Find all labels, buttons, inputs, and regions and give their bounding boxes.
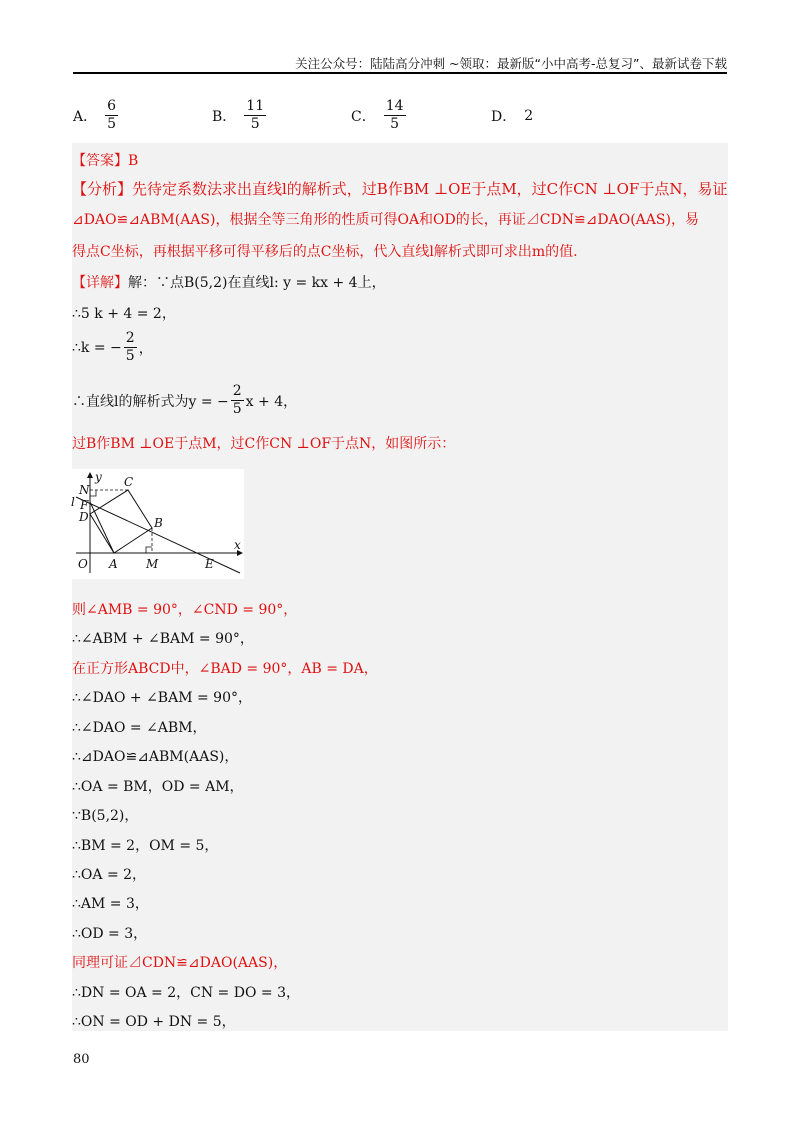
- right-angle-m: [146, 547, 152, 553]
- denominator: 5: [390, 116, 400, 132]
- step-line: ∴∠DAO = ∠ABM，: [72, 720, 207, 736]
- geometry-figure: [72, 469, 244, 579]
- right-angle-n: [90, 490, 96, 496]
- option-c: [351, 98, 406, 133]
- page-number: 80: [73, 1052, 90, 1067]
- numerator: 6: [107, 98, 117, 114]
- fraction: [244, 98, 266, 133]
- step-line: ∴DN = OA = 2，CN = DO = 3，: [72, 985, 300, 1001]
- answer-options: [73, 98, 733, 138]
- fraction: [384, 98, 406, 133]
- denominator: 5: [250, 116, 260, 132]
- denominator: 5: [125, 348, 135, 364]
- step-4: 过B作BM ⊥OE于点M，过C作CN ⊥OF于点N，如图所示：: [72, 436, 456, 452]
- label-a: A: [109, 557, 118, 571]
- step-line: ∴ON = OD + DN = 5，: [72, 1014, 236, 1030]
- segment-fa: [90, 502, 114, 553]
- label-b: B: [154, 516, 163, 530]
- label-o: O: [78, 557, 88, 571]
- denominator: 5: [107, 116, 117, 132]
- step-line: ∴∠ABM + ∠BAM = 90°，: [72, 631, 254, 647]
- label-m: M: [146, 557, 159, 571]
- label-e: E: [205, 557, 214, 571]
- detail-tag: 【详解】: [72, 275, 128, 291]
- label-f: F: [80, 498, 89, 512]
- numerator: 14: [385, 98, 404, 114]
- label-l: l: [71, 495, 75, 509]
- label-d: D: [79, 510, 89, 524]
- option-b: [212, 98, 266, 133]
- geometry-diagram: [72, 469, 244, 579]
- step-line: ∵B(5,2)，: [72, 808, 139, 824]
- step-line: ∴⊿DAO≌⊿ABM(AAS)，: [72, 749, 239, 765]
- label-x: x: [234, 538, 241, 552]
- step-2: [72, 330, 153, 365]
- step-3-end: x + 4，: [245, 393, 298, 410]
- step-2-text: ∴k = −: [72, 339, 122, 356]
- option-label: D．: [491, 109, 517, 125]
- label-n: N: [79, 483, 90, 497]
- fraction: [124, 330, 137, 365]
- step-line: ∴BM = 2，OM = 5，: [72, 838, 219, 854]
- step-line: 同理可证⊿CDN≌⊿DAO(AAS)，: [72, 955, 288, 971]
- analysis-line-1: 【分析】先待定系数法求出直线l的解析式，过B作BM ⊥OE于点M，过C作CN ⊥OF于点N，易证: [72, 180, 728, 198]
- option-value: 2: [524, 108, 534, 124]
- step-1: ∴5 k + 4 = 2，: [72, 306, 176, 322]
- step-line: ∴OA = 2，: [72, 867, 147, 883]
- step-line: ∴OD = 3，: [72, 926, 148, 942]
- label-y: y: [95, 470, 102, 484]
- step-line: ∴AM = 3，: [72, 896, 149, 912]
- step-2-end: ，: [138, 340, 153, 357]
- numerator: 11: [246, 98, 265, 114]
- denominator: 5: [232, 401, 242, 417]
- option-label: A．: [73, 108, 98, 125]
- fraction: [105, 98, 118, 133]
- option-label: C．: [351, 108, 376, 125]
- option-d: [491, 106, 533, 126]
- option-label: B．: [212, 108, 237, 125]
- detail-line: [72, 272, 386, 292]
- page-header: 关注公众号：陆陆高分冲刺 ~领取：最新版“小中高考-总复习”、最新试卷下载: [295, 56, 727, 71]
- numerator: 2: [125, 330, 135, 346]
- header-rule: [73, 72, 727, 74]
- detail-text: 解：∵点B(5,2)在直线l: y = kx + 4上，: [128, 275, 386, 291]
- step-line: 在正方形ABCD中，∠BAD = 90°，AB = DA，: [72, 661, 378, 677]
- analysis-line-2: ⊿DAO≌⊿ABM(AAS)，根据全等三角形的性质可得OA和OD的长，再证⊿CDN≌⊿DAO(AAS)，易: [72, 212, 699, 228]
- step-line: 则∠AMB = 90°，∠CND = 90°，: [72, 602, 298, 618]
- numerator: 2: [232, 383, 242, 399]
- answer-block: [72, 143, 728, 1031]
- step-line: ∴OA = BM，OD = AM，: [72, 779, 244, 795]
- fraction: [231, 383, 244, 418]
- option-a: [73, 98, 118, 133]
- step-line: ∴∠DAO + ∠BAM = 90°，: [72, 690, 252, 706]
- step-3-text: ∴直线l的解析式为y = −: [72, 393, 229, 410]
- label-c: C: [124, 475, 134, 489]
- answer-tag: 【答案】B: [72, 153, 139, 169]
- analysis-line-3: 得点C坐标，再根据平移可得平移后的点C坐标，代入直线l解析式即可求出m的值.: [72, 244, 578, 260]
- step-3: [72, 383, 297, 418]
